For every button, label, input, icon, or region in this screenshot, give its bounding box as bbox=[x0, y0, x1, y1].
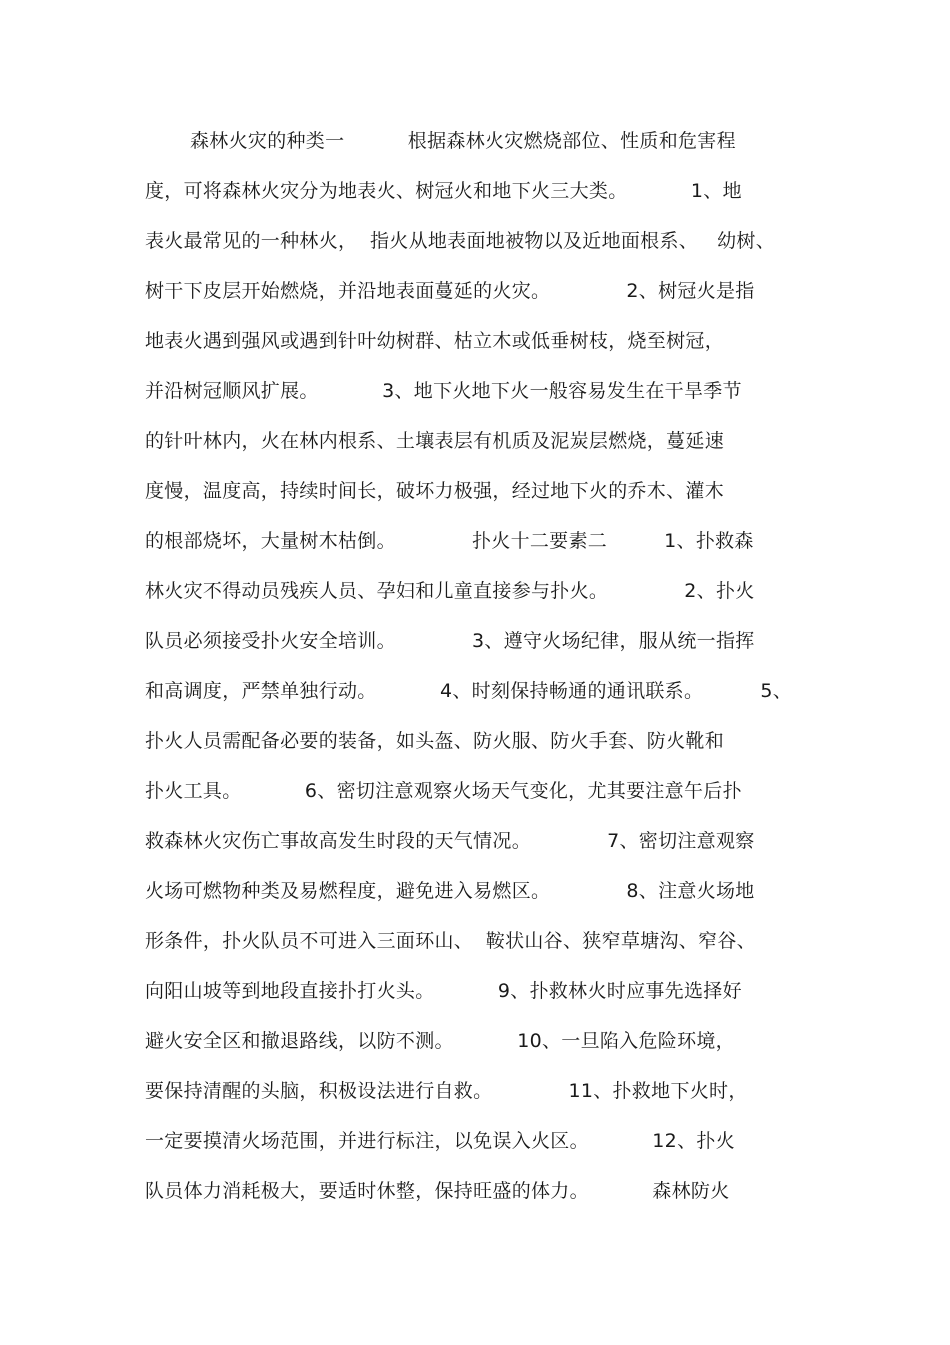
text-line: 向阳山坡等到地段直接扑打火头。 9、扑救林火时应事先选择好 bbox=[145, 980, 742, 1002]
text-line: 救森林火灾伤亡事故高发生时段的天气情况。 7、密切注意观察 bbox=[145, 830, 755, 852]
text-line: 森林火灾的种类一 根据森林火灾燃烧部位、性质和危害程 bbox=[190, 130, 736, 152]
text-line: 形条件，扑火队员不可进入三面环山、 鞍状山谷、狭窄草塘沟、窄谷、 bbox=[145, 930, 756, 952]
text-line: 的针叶林内，火在林内根系、土壤表层有机质及泥炭层燃烧，蔓延速 bbox=[145, 430, 725, 452]
text-line: 度慢，温度高，持续时间长，破坏力极强，经过地下火的乔木、灌木 bbox=[145, 480, 725, 502]
text-line: 火场可燃物种类及易燃程度，避免进入易燃区。 8、注意火场地 bbox=[145, 880, 755, 902]
text-line: 地表火遇到强风或遇到针叶幼树群、枯立木或低垂树枝，烧至树冠， bbox=[145, 330, 725, 352]
text-line: 队员必须接受扑火安全培训。 3、遵守火场纪律，服从统一指挥 bbox=[145, 630, 755, 652]
text-line: 扑火工具。 6、密切注意观察火场天气变化，尤其要注意午后扑 bbox=[145, 780, 742, 802]
text-line: 队员体力消耗极大，要适时休整，保持旺盛的体力。 森林防火 bbox=[145, 1180, 730, 1202]
text-line: 要保持清醒的头脑，积极设法进行自救。 11、扑救地下火时， bbox=[145, 1080, 748, 1102]
text-line: 和高调度，严禁单独行动。 4、时刻保持畅通的通讯联系。 5、 bbox=[145, 680, 793, 702]
text-line: 扑火人员需配备必要的装备，如头盔、防火服、防火手套、防火靴和 bbox=[145, 730, 725, 752]
text-line: 度，可将森林火灾分为地表火、树冠火和地下火三大类。 1、地 bbox=[145, 180, 742, 202]
text-line: 树干下皮层开始燃烧，并沿地表面蔓延的火灾。 2、树冠火是指 bbox=[145, 280, 755, 302]
text-line: 一定要摸清火场范围，并进行标注，以免误入火区。 12、扑火 bbox=[145, 1130, 735, 1152]
text-line: 并沿树冠顺风扩展。 3、地下火地下火一般容易发生在干旱季节 bbox=[145, 380, 742, 402]
text-line: 避火安全区和撤退路线，以防不测。 10、一旦陷入危险环境， bbox=[145, 1030, 735, 1052]
body-text bbox=[145, 124, 815, 1224]
text-line: 林火灾不得动员残疾人员、孕妇和儿童直接参与扑火。 2、扑火 bbox=[145, 580, 755, 602]
text-line: 表火最常见的一种林火， 指火从地表面地被物以及近地面根系、 幼树、 bbox=[145, 230, 775, 252]
text-line: 的根部烧坏，大量树木枯倒。 扑火十二要素二 1、扑救森 bbox=[145, 530, 754, 552]
